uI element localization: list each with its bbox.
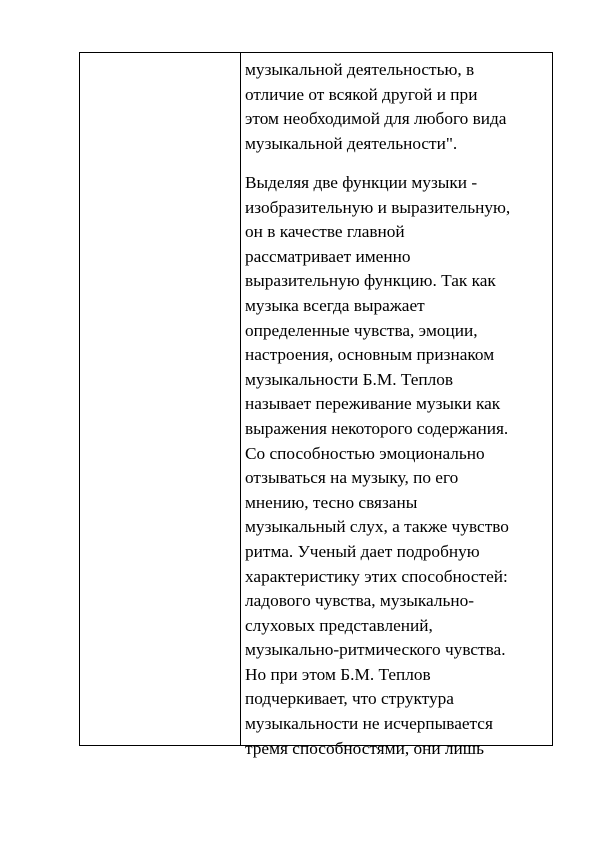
text-line: отличие от всякой другой и при	[245, 84, 478, 104]
paragraph-continuation	[245, 58, 506, 156]
text-line: музыкально-ритмического чувства.	[245, 640, 506, 660]
text-line: он в качестве главной	[245, 222, 405, 242]
text-line: называет переживание музыки как	[245, 394, 501, 414]
text-line: этом необходимой для любого вида	[245, 109, 507, 129]
text-line: музыкальности не исчерпывается	[245, 714, 493, 734]
text-line: Но при этом Б.М. Теплов	[245, 664, 431, 684]
text-line: ритма. Ученый дает подробную	[245, 541, 480, 561]
text-line: выразительную функцию. Так как	[245, 271, 496, 291]
text-line: характеристику этих способностей:	[245, 566, 508, 586]
paragraph-functions	[245, 171, 510, 761]
text-line: музыкальности Б.М. Теплов	[245, 369, 454, 389]
text-line: Выделяя две функции музыки -	[245, 173, 478, 192]
text-line: музыкальной деятельности".	[245, 133, 458, 153]
text-line: Со способностью эмоционально	[245, 443, 485, 463]
text-line: настроения, основным признаком	[245, 345, 495, 365]
text-line: изобразительную и выразительную,	[245, 197, 511, 217]
table-cell-left	[80, 53, 240, 745]
text-line: мнению, тесно связаны	[245, 492, 418, 512]
text-line: рассматривает именно	[245, 246, 411, 266]
text-line: ладового чувства, музыкально-	[245, 591, 475, 611]
text-line: слуховых представлений,	[245, 615, 433, 635]
table-cell-right	[241, 53, 552, 758]
text-line: тремя способностями, они лишь	[245, 738, 484, 758]
text-line: определенные чувства, эмоции,	[245, 320, 478, 340]
text-line: музыкальный слух, а также чувство	[245, 517, 509, 537]
text-line: музыка всегда выражает	[245, 295, 425, 315]
text-line: выражения некоторого содержания.	[245, 418, 509, 438]
text-line: подчеркивает, что структура	[245, 689, 454, 709]
text-line: отзываться на музыку, по его	[245, 468, 459, 488]
text-line: музыкальной деятельностью, в	[245, 60, 475, 79]
document-table	[79, 52, 553, 758]
